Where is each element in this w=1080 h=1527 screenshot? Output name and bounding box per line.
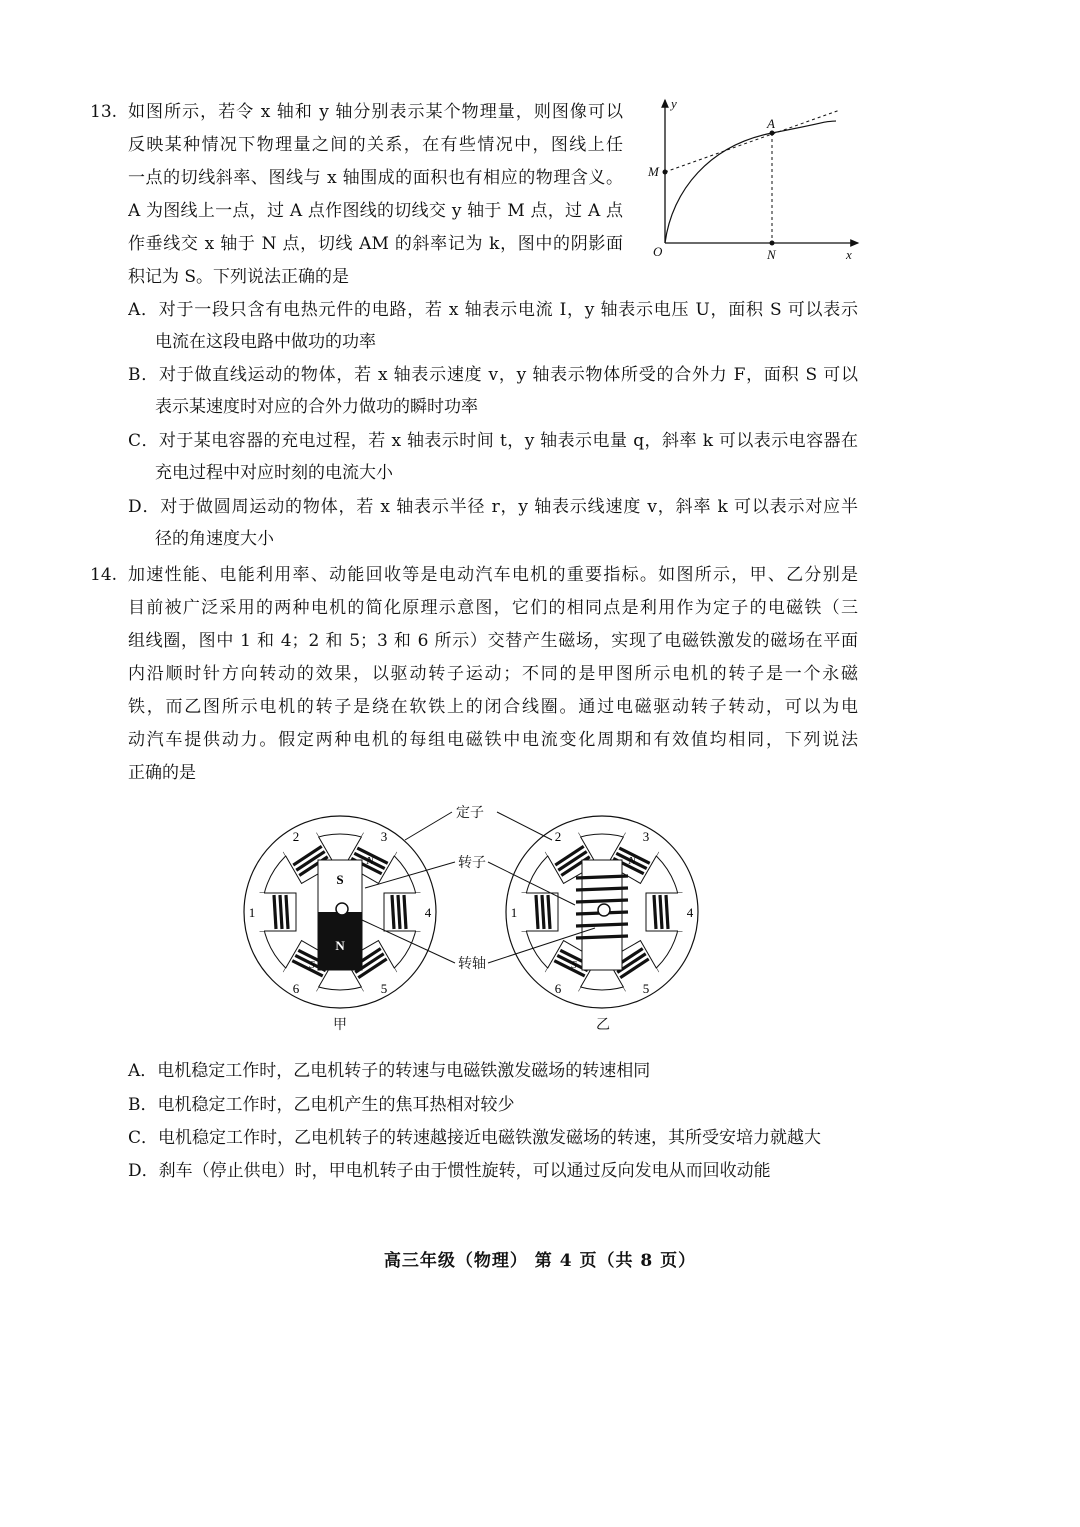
pole-4 <box>384 893 422 931</box>
question-number: 13. <box>90 102 118 122</box>
pole-s-label: S <box>571 959 577 971</box>
question-text-line: 目前被广泛采用的两种电机的简化原理示意图，它们的相同点是利用作为定子的电磁铁（三 <box>128 598 858 618</box>
question-text-line: 加速性能、电能利用率、动能回收等是电动汽车电机的重要指标。如图所示，甲、乙分别是 <box>128 565 858 585</box>
rotor-coil <box>576 876 628 878</box>
y-label: y <box>671 96 677 111</box>
coil-winding <box>660 895 662 929</box>
point-n-label: N <box>767 247 776 262</box>
option-text-line: 表示某速度时对应的合外力做功的瞬时功率 <box>155 397 478 417</box>
shaft <box>598 904 610 916</box>
question-text-line: 组线圈，图中 1 和 4；2 和 5；3 和 6 所示）交替产生磁场，实现了电磁铁激发的磁场在平面 <box>128 631 858 651</box>
option-C: C．电机稳定工作时，乙电机转子的转速越接近电磁铁激发磁场的转速，其所受安培力就越大 <box>128 1128 822 1148</box>
pole-n-label: N <box>366 855 374 867</box>
option-text-line: 电流在这段电路中做功的功率 <box>155 332 376 352</box>
x-label: x <box>846 247 852 262</box>
pole-number: 3 <box>642 828 650 844</box>
pole-number: 6 <box>554 981 562 997</box>
point-m-label: M <box>648 164 659 179</box>
option-text-line: A．对于一段只含有电热元件的电路，若 x 轴表示电流 I，y 轴表示电压 U，面积 S 可以表示 <box>128 300 858 320</box>
question-text-line: A 为图线上一点，过 A 点作图线的切线交 y 轴于 M 点，过 A 点 <box>128 201 623 221</box>
question-text-line: 一点的切线斜率、图线与 x 轴围成的面积也有相应的物理含义。 <box>128 168 623 188</box>
question-text-line: 动汽车提供动力。假定两种电机的每组电磁铁中电流变化周期和有效值均相同，下列说法 <box>128 730 858 750</box>
coil-winding <box>536 895 538 929</box>
question-text-line: 铁，而乙图所示电机的转子是绕在软铁上的闭合线圈。通过电磁驱动转子转动，可以为电 <box>128 697 858 717</box>
option-text-line: 充电过程中对应时刻的电流大小 <box>155 463 393 483</box>
rotor-coil <box>576 900 628 902</box>
motor-permanent <box>244 816 436 1008</box>
question-text-line: 作垂线交 x 轴于 N 点，切线 AM 的斜率记为 k，图中的阴影面 <box>128 234 623 254</box>
coil-winding <box>548 895 550 929</box>
pole-number: 3 <box>380 828 388 844</box>
pole-number: 1 <box>510 905 518 920</box>
pole-number: 5 <box>642 981 650 997</box>
pole-1 <box>520 893 558 931</box>
pole-n-label: N <box>628 855 636 867</box>
question-number: 14. <box>90 565 118 585</box>
option-text-line: D．对于做圆周运动的物体，若 x 轴表示半径 r，y 轴表示线速度 v，斜率 k 可以表示对应半 <box>128 497 858 517</box>
question-text-line: 如图所示，若令 x 轴和 y 轴分别表示某个物理量，则图像可以 <box>128 102 623 122</box>
rotor-coil <box>576 924 628 926</box>
motor-induction <box>506 816 698 1008</box>
option-B: B．电机稳定工作时，乙电机产生的焦耳热相对较少 <box>128 1095 515 1115</box>
pole-1 <box>258 893 296 931</box>
rotor-coil <box>576 888 628 890</box>
coil-winding <box>286 895 288 929</box>
option-D: D．刹车（停止供电）时，甲电机转子由于惯性旋转，可以通过反向发电从而回收动能 <box>128 1161 771 1181</box>
rotor-label: 转子 <box>458 855 486 871</box>
caption-jia: 甲 <box>333 1017 347 1033</box>
question-text-line: 内沿顺时针方向转动的效果，以驱动转子运动；不同的是甲图所示电机的转子是一个永磁 <box>128 664 858 684</box>
question-text-line: 反映某种情况下物理量之间的关系，在有些情况中，图线上任 <box>128 135 623 155</box>
stator-label: 定子 <box>456 805 484 821</box>
caption-yi: 乙 <box>596 1017 610 1033</box>
coil-winding <box>392 895 394 929</box>
pole-number: 1 <box>248 905 256 920</box>
option-text-line: C．对于某电容器的充电过程，若 x 轴表示时间 t，y 轴表示电量 q，斜率 k 可以表示电容器在 <box>128 431 858 451</box>
pole-number: 2 <box>554 828 562 844</box>
leader-line <box>497 812 552 840</box>
pole-s-label: S <box>309 959 315 971</box>
shaft-label: 转轴 <box>458 956 486 972</box>
coil-winding <box>654 895 656 929</box>
leader-line <box>405 812 452 840</box>
option-text-line: B．对于做直线运动的物体，若 x 轴表示速度 v，y 轴表示物体所受的合外力 F，面积 S 可以 <box>128 365 858 385</box>
rotor-s-label: S <box>336 872 344 887</box>
option-A: A．电机稳定工作时，乙电机转子的转速与电磁铁激发磁场的转速相同 <box>128 1061 651 1081</box>
coil-winding <box>404 895 406 929</box>
question-text-line: 积记为 S。下列说法正确的是 <box>128 267 350 287</box>
coil-winding <box>280 895 282 929</box>
page-footer: 高三年级（物理） 第 4 页（共 8 页） <box>383 1251 697 1271</box>
rotor-coil <box>576 936 628 938</box>
option-text-line: 径的角速度大小 <box>155 529 274 549</box>
coil-winding <box>666 895 668 929</box>
coil-winding <box>274 895 276 929</box>
coil-winding <box>398 895 400 929</box>
coil-winding <box>542 895 544 929</box>
shaft <box>336 903 348 915</box>
origin-label: O <box>653 244 663 259</box>
pole-4 <box>646 893 684 931</box>
pole-number: 6 <box>292 981 300 997</box>
question-text-line: 正确的是 <box>128 763 196 783</box>
pole-number: 5 <box>380 981 388 997</box>
pole-number: 2 <box>292 828 300 844</box>
pole-number: 4 <box>424 905 432 920</box>
point-a-label: A <box>767 116 775 131</box>
rotor-n-label: N <box>335 938 345 953</box>
pole-number: 4 <box>686 905 694 920</box>
